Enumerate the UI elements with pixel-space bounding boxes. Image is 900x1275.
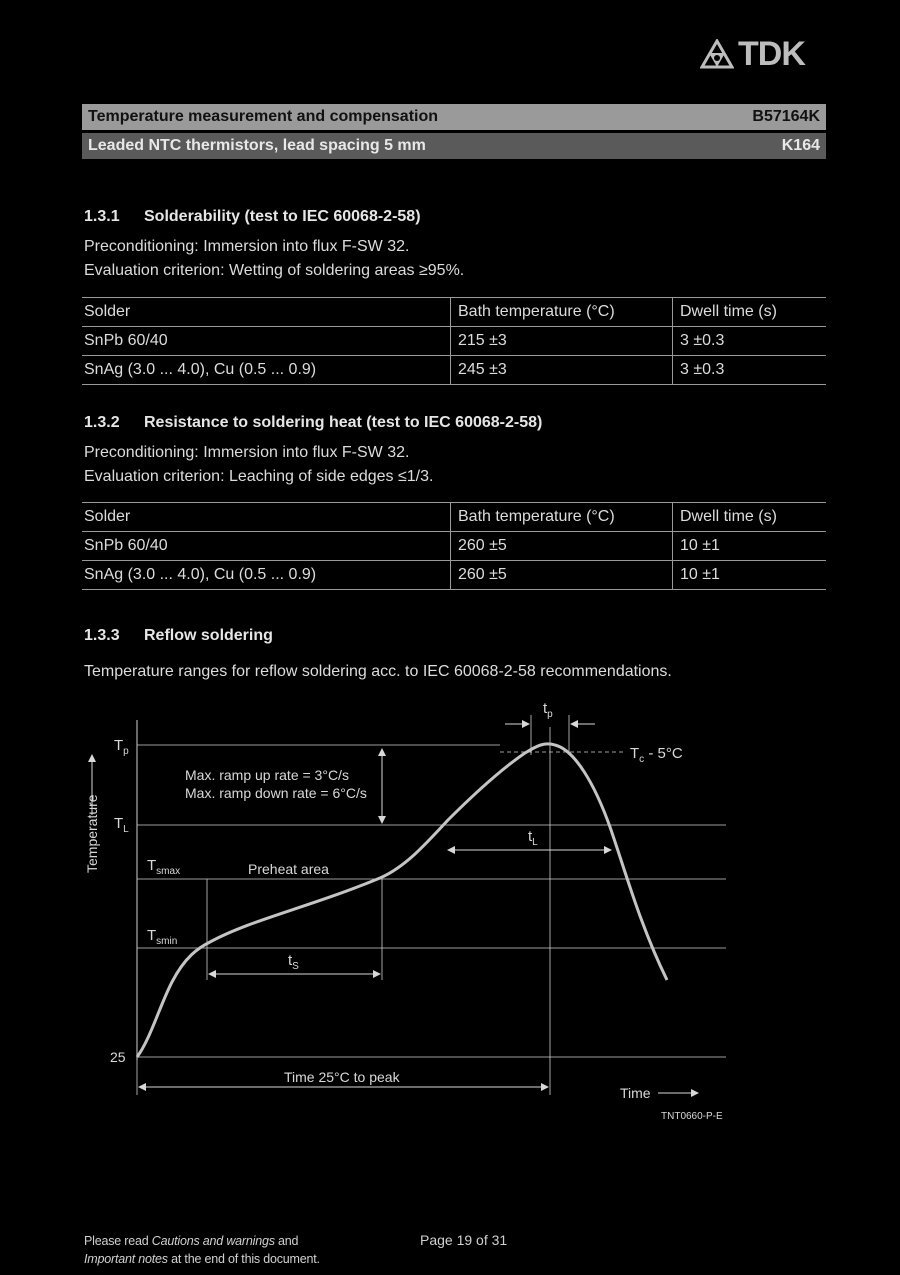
header-title: Temperature measurement and compensation — [88, 108, 439, 125]
section-132-heading: Resistance to soldering heat (test to IEC 60068-2-58) — [144, 414, 543, 431]
page-number: Page 19 of 31 — [420, 1232, 508, 1248]
x-axis-label: Time — [620, 1085, 651, 1101]
tdk-emblem-icon — [700, 39, 734, 69]
table-cell: SnAg (3.0 ... 4.0), Cu (0.5 ... 0.9) — [82, 561, 451, 590]
table-cell: 245 ±3 — [451, 356, 673, 385]
header-subtitle: Leaded NTC thermistors, lead spacing 5 mm — [88, 137, 426, 154]
important-notes-link[interactable]: Important notes — [84, 1252, 168, 1266]
table-row — [82, 356, 826, 385]
ramp-up-label: Max. ramp up rate = 3°C/s — [185, 767, 349, 783]
header-code: K164 — [781, 137, 820, 154]
figure-id-label: TNT0660-P-E — [661, 1111, 723, 1122]
header-band-title — [82, 104, 826, 130]
table-header-row — [82, 298, 826, 327]
tp-label: $t_p$ — [543, 700, 553, 720]
table-header-cell: Bath temperature (°C) — [451, 298, 673, 327]
tl-label: $t_L$ — [528, 828, 538, 848]
table-header-cell: Dwell time (s) — [673, 298, 827, 327]
section-133-heading: Reflow soldering — [144, 627, 273, 644]
section-131-text — [84, 235, 464, 283]
section-131-number: 1.3.1 — [84, 208, 120, 225]
footer-mid: and — [274, 1234, 299, 1248]
table-cell: 3 ±0.3 — [673, 327, 827, 356]
section-131-heading: Solderability (test to IEC 60068-2-58) — [144, 208, 421, 225]
table-cell: SnPb 60/40 — [82, 327, 451, 356]
section-132-title — [84, 414, 542, 432]
table-cell: 215 ±3 — [451, 327, 673, 356]
table-header-cell: Bath temperature (°C) — [451, 503, 673, 532]
ramp-down-label: Max. ramp down rate = 6°C/s — [185, 785, 367, 801]
table-cell: 260 ±5 — [451, 532, 673, 561]
section-131-title — [84, 208, 421, 226]
level-label-tl: $T_L$ — [114, 815, 129, 835]
table-cell: 3 ±0.3 — [673, 356, 827, 385]
table-row — [82, 327, 826, 356]
table-row — [82, 532, 826, 561]
section-131-line2: Evaluation criterion: Wetting of soldering areas ≥95%. — [84, 262, 465, 279]
solderability-table — [82, 297, 826, 385]
footer-note — [84, 1232, 320, 1268]
section-132-text — [84, 441, 433, 489]
table-cell: SnAg (3.0 ... 4.0), Cu (0.5 ... 0.9) — [82, 356, 451, 385]
table-header-cell: Dwell time (s) — [673, 503, 827, 532]
table-header-row — [82, 503, 826, 532]
table-header-cell: Solder — [82, 503, 451, 532]
cautions-link[interactable]: Cautions and warnings — [151, 1234, 275, 1248]
header-band-subtitle — [82, 133, 826, 159]
time-to-peak-label: Time 25°C to peak — [284, 1069, 400, 1085]
soldering-heat-table — [82, 502, 826, 590]
header-part-number: B57164K — [752, 108, 820, 125]
footer-pre: Please read — [84, 1234, 152, 1248]
section-133-text — [84, 660, 672, 684]
level-label-tsmin: $T_{smin}$ — [147, 927, 178, 947]
level-label-tsmax: $T_{smax}$ — [147, 857, 181, 877]
level-label-tp: $T_p$ — [114, 737, 129, 757]
footer-post: at the end of this document. — [167, 1252, 320, 1266]
tdk-logo-text: TDK — [738, 34, 805, 73]
section-132-number: 1.3.2 — [84, 414, 120, 431]
table-header-cell: Solder — [82, 298, 451, 327]
tdk-logo — [700, 34, 830, 74]
table-row — [82, 561, 826, 590]
table-cell: 10 ±1 — [673, 561, 827, 590]
tc-label: $T_c - 5^\circ C$ — [630, 745, 683, 765]
level-label-25: 25 — [110, 1049, 126, 1065]
section-132-line1: Preconditioning: Immersion into flux F-SW 32. — [84, 444, 410, 461]
section-131-line1: Preconditioning: Immersion into flux F-SW 32. — [84, 238, 410, 255]
ts-label: $t_S$ — [288, 952, 299, 972]
section-132-line2: Evaluation criterion: Leaching of side edges ≤1/3. — [84, 468, 434, 485]
table-cell: SnPb 60/40 — [82, 532, 451, 561]
table-cell: 10 ±1 — [673, 532, 827, 561]
preheat-label: Preheat area — [248, 861, 329, 877]
section-133-title — [84, 627, 273, 645]
section-133-line1: Temperature ranges for reflow soldering acc. to IEC 60068-2-58 recommendations. — [84, 663, 672, 680]
y-axis-label: Temperature — [84, 794, 100, 873]
reflow-profile-chart — [80, 695, 740, 1135]
table-cell: 260 ±5 — [451, 561, 673, 590]
section-133-number: 1.3.3 — [84, 627, 120, 644]
